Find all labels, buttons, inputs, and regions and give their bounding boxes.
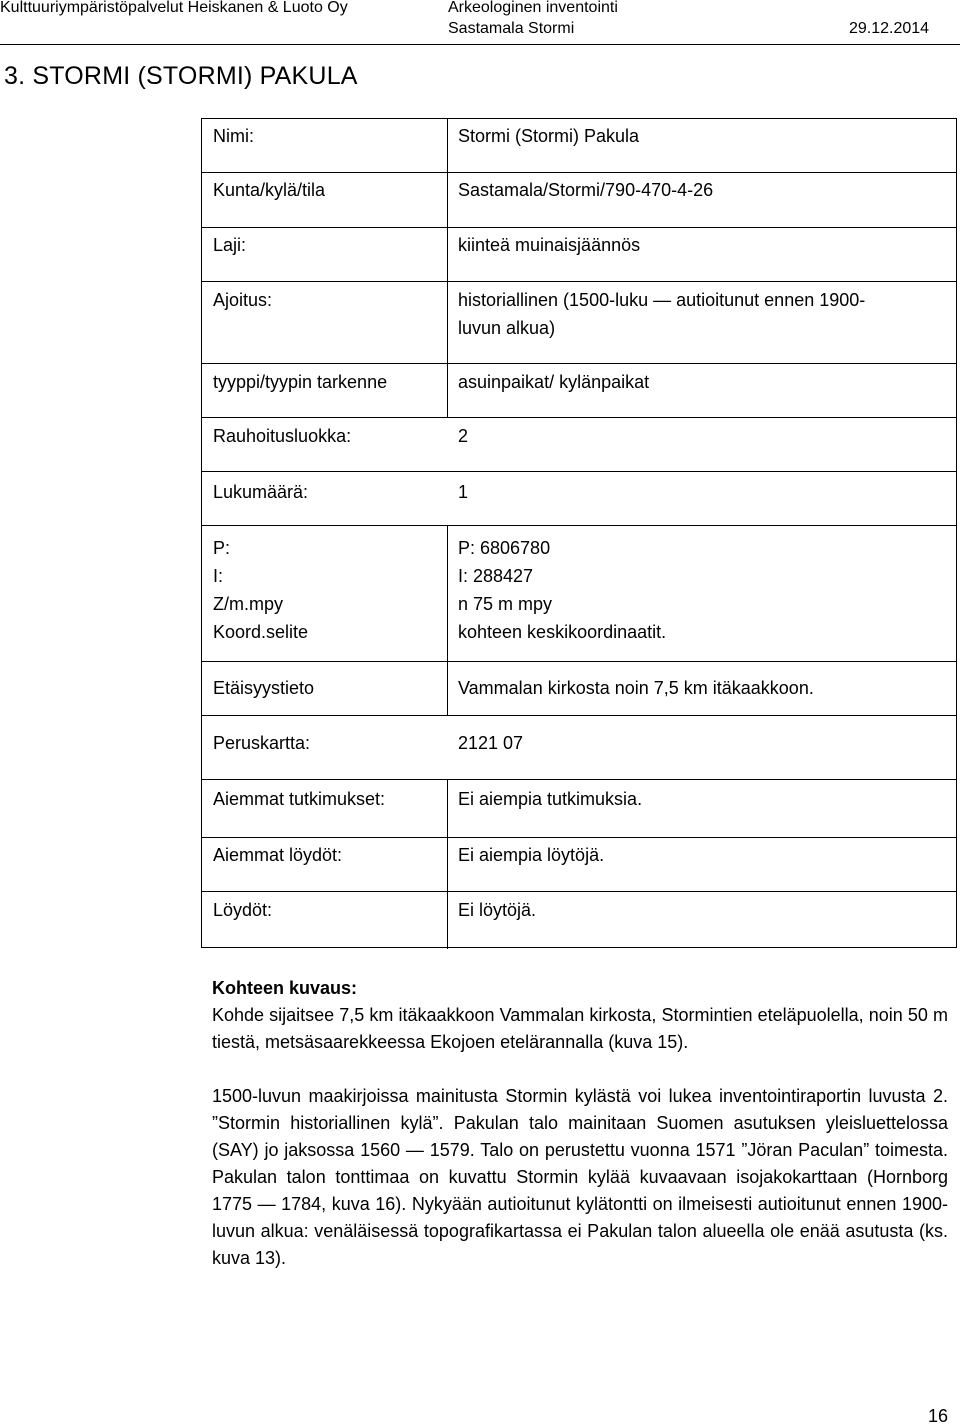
page-header [0,0,960,46]
laji-label: Laji: [213,235,247,255]
description-paragraph-2: 1500-luvun maakirjoissa mainitusta Stormin kylästä voi lukea inventointiraportin luvusta 2. ”Stormin historiallinen kylä”. Pakulan talo mainitaan Suomen asutuksen yleisluettelossa (SAY) jo jaksossa 1560 — 1579. Talo on perustettu vuonna 1571 ”Jöran Paculan” toimesta. Pakulan talon tonttimaa on kuvattu Stormin kylää kuvaavaan isojakokarttaan (Hornborg 1775 — 1784, kuva 16). Nykyään autioitunut kylätontti on ilmeisesti autioitunut ennen 1900-luvun alkua: venäläisessä topografikartassa ei Pakulan talon alueella ole enää asutusta (ks. kuva 13). [212,1086,948,1268]
loydot-value: Ei löytöjä. [458,900,537,920]
table-divider [202,172,956,173]
table-divider [202,417,956,418]
lukumaara-value: 1 [458,482,469,502]
table-divider [202,525,956,526]
table-divider [202,779,956,780]
description-paragraph-1: Kohde sijaitsee 7,5 km itäkaakkoon Vammalan kirkosta, Stormintien eteläpuolella, noin 50 m tiestä, metsäsaarekkeessa Ekojoen etelärannalla (kuva 15). [212,1005,948,1052]
description-heading: Kohteen kuvaus: [212,978,358,998]
aiemmat-loydot-label: Aiemmat löydöt: [213,845,343,865]
etaisyys-label: Etäisyystieto [213,678,315,698]
header-location: Sastamala Stormi [448,20,575,37]
header-date: 29.12.2014 [849,20,930,37]
header-company: Kulttuuriympäristöpalvelut Heiskanen & Luoto Oy [0,0,348,16]
table-column-divider [447,119,448,417]
table-column-divider [447,525,448,715]
kunta-value: Sastamala/Stormi/790-470-4-26 [458,180,714,200]
table-divider [202,281,956,282]
nimi-label: Nimi: [213,126,254,146]
aiemmat-tutkimukset-label: Aiemmat tutkimukset: [213,789,386,809]
koord-label: Koord.selite [213,622,309,642]
tyyppi-label: tyyppi/tyypin tarkenne [213,372,388,392]
rauhoitus-label: Rauhoitusluokka: [213,426,352,446]
header-report-type: Arkeologinen inventointi [448,0,618,16]
header-divider [0,44,960,45]
table-divider [202,227,956,228]
lukumaara-label: Lukumäärä: [213,482,309,502]
ajoitus-label: Ajoitus: [213,290,273,310]
loydot-label: Löydöt: [213,900,273,920]
page-title: 3. STORMI (STORMI) PAKULA [4,62,358,90]
peruskartta-label: Peruskartta: [213,733,311,753]
ajoitus-value-line1: historiallinen (1500-luku — autioitunut ennen 1900- [458,290,866,310]
ajoitus-value-line2: luvun alkua) [458,318,556,338]
site-info-table [201,118,957,948]
peruskartta-value: 2121 07 [458,733,524,753]
i-value: I: 288427 [458,566,534,586]
table-column-divider [447,779,448,949]
table-divider [202,363,956,364]
z-value: n 75 m mpy [458,594,553,614]
table-divider [202,471,956,472]
laji-value: kiinteä muinaisjäännös [458,235,641,255]
site-description [212,975,948,1272]
table-divider [202,837,956,838]
table-divider [202,715,956,716]
aiemmat-loydot-value: Ei aiempia löytöjä. [458,845,605,865]
etaisyys-value: Vammalan kirkosta noin 7,5 km itäkaakkoon. [458,678,814,698]
nimi-value: Stormi (Stormi) Pakula [458,126,640,146]
page-number: 16 [927,1406,948,1426]
p-value: P: 6806780 [458,538,551,558]
aiemmat-tutkimukset-value: Ei aiempia tutkimuksia. [458,789,643,809]
table-divider [202,661,956,662]
tyyppi-value: asuinpaikat/ kylänpaikat [458,372,650,392]
koord-value: kohteen keskikoordinaatit. [458,622,667,642]
z-label: Z/m.mpy [213,594,283,614]
p-label: P: [213,538,231,558]
i-label: I: [213,566,224,586]
rauhoitus-value: 2 [458,426,469,446]
table-divider [202,891,956,892]
kunta-label: Kunta/kylä/tila [213,180,326,200]
